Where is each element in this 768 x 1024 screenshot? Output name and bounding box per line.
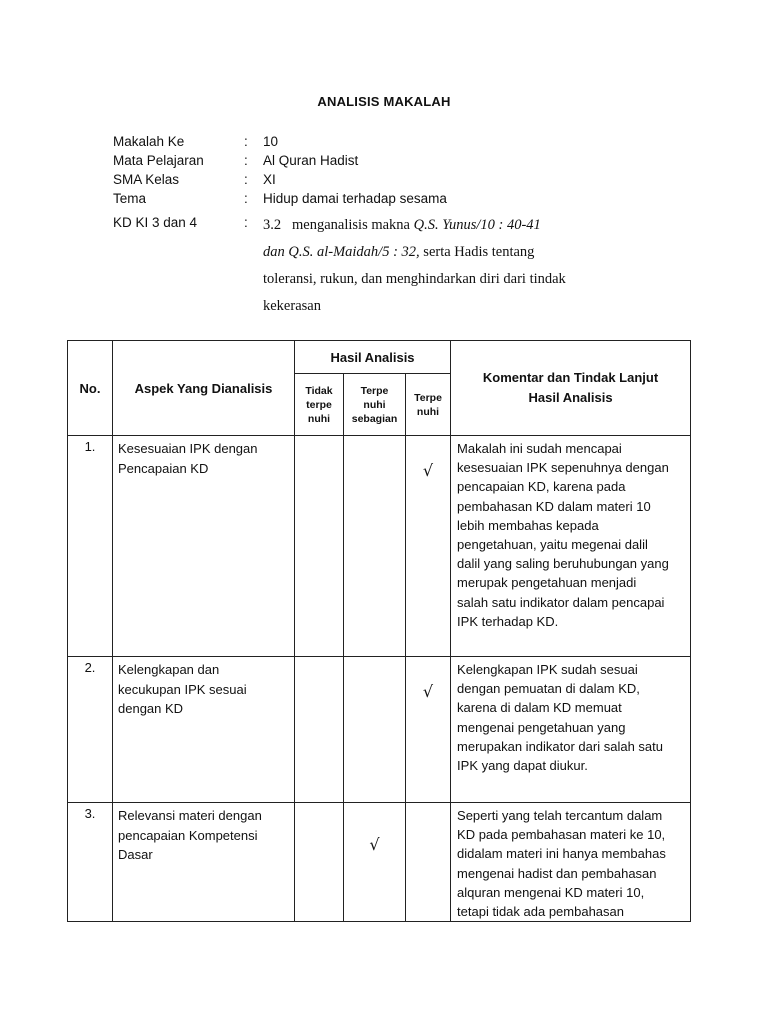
komentar-line: IPK terhadap KD. — [457, 613, 559, 629]
document-title: ANALISIS MAKALAH — [317, 94, 451, 109]
komentar-line: pencapaian KD, karena pada — [457, 479, 626, 495]
aspek-line: Relevansi materi dengan — [118, 808, 262, 823]
header-aspek: Aspek Yang Dianalisis — [113, 341, 295, 436]
kd-text-a: menganalisis makna — [292, 217, 410, 233]
komentar-line: tetapi tidak ada pembahasan — [457, 904, 624, 920]
meta-row-mapel — [113, 151, 713, 170]
cell-tidak-terpenuhi — [295, 657, 344, 803]
aspek-line: Kelengkapan dan — [118, 662, 220, 677]
kd-number: 3.2 — [263, 217, 282, 233]
meta-label: Tema — [113, 191, 147, 206]
kd-ref-maidah: dan Q.S. al-Maidah/5 : 32, — [263, 244, 420, 260]
header-line: Terpe — [360, 384, 389, 397]
row-number: 3. — [68, 803, 113, 922]
row-aspek — [113, 436, 295, 657]
header-terpenuhi-sebagian — [344, 374, 406, 436]
header-no: No. — [68, 341, 113, 436]
komentar-line: lebih membahas kepada — [457, 517, 599, 533]
check-mark-icon: √ — [422, 461, 434, 480]
meta-block — [113, 132, 713, 208]
kd-line-2 — [263, 239, 608, 266]
row-number: 1. — [68, 436, 113, 657]
komentar-line: Kelengkapan IPK sudah sesuai — [457, 662, 638, 677]
komentar-line: Makalah ini sudah mencapai — [457, 441, 622, 456]
table-row — [68, 436, 691, 657]
cell-terpenuhi-sebagian — [344, 436, 406, 657]
meta-label: Mata Pelajaran — [113, 153, 204, 168]
table-row — [68, 657, 691, 803]
cell-terpenuhi-sebagian — [344, 657, 406, 803]
header-line: sebagian — [351, 412, 398, 425]
komentar-line: mengenai pengetahuan yang — [457, 719, 626, 735]
kd-label: KD KI 3 dan 4 — [113, 215, 198, 230]
kd-text-b: serta Hadis tentang — [423, 244, 535, 260]
analysis-table — [67, 340, 691, 922]
komentar-line: dengan pemuatan di dalam KD, — [457, 681, 640, 697]
cell-terpenuhi-sebagian — [344, 803, 406, 922]
komentar-line: IPK yang dapat diukur. — [457, 758, 588, 774]
meta-value: 10 — [263, 134, 279, 149]
cell-terpenuhi — [406, 657, 451, 803]
komentar-line: merupakan indikator dari salah satu — [457, 738, 663, 754]
komentar-line: Seperti yang telah tercantum dalam — [457, 808, 663, 823]
header-terpenuhi — [406, 374, 451, 436]
aspek-line: kecukupan IPK sesuai — [118, 681, 247, 697]
kd-ref-yunus: Q.S. Yunus/10 : 40-41 — [413, 217, 541, 233]
meta-row-makalah — [113, 132, 713, 151]
komentar-line: karena di dalam KD memuat — [457, 700, 622, 716]
meta-row-kelas — [113, 170, 713, 189]
komentar-line: merupak pengetahuan menjadi — [457, 575, 637, 591]
header-hasil: Hasil Analisis — [295, 341, 451, 374]
komentar-line: pembahasan KD dalam materi 10 — [457, 498, 651, 514]
aspek-line: Dasar — [118, 847, 153, 862]
meta-colon: : — [244, 134, 248, 149]
meta-label: SMA Kelas — [113, 172, 180, 187]
check-mark-icon: √ — [369, 835, 380, 854]
meta-row-tema — [113, 189, 713, 208]
cell-terpenuhi — [406, 436, 451, 657]
header-line: nuhi — [363, 398, 386, 411]
komentar-line: KD pada pembahasan materi ke 10, — [457, 827, 666, 843]
row-komentar — [451, 436, 691, 657]
aspek-line: Kesesuaian IPK dengan — [118, 441, 258, 456]
komentar-line: kesesuaian IPK sepenuhnya dengan — [457, 460, 669, 476]
header-line: nuhi — [307, 412, 331, 425]
komentar-line: alquran mengenai KD materi 10, — [457, 884, 645, 900]
aspek-line: dengan KD — [118, 701, 184, 716]
header-line: terpe — [306, 398, 332, 411]
kd-colon: : — [244, 215, 248, 230]
komentar-line: mengenai hadist dan pembahasan — [457, 865, 657, 881]
header-komentar-line: Komentar dan Tindak Lanjut — [482, 370, 659, 385]
header-tidak-terpenuhi — [295, 374, 344, 436]
aspek-line: pencapaian Kompetensi — [118, 827, 258, 843]
header-line: Tidak — [305, 384, 333, 397]
cell-tidak-terpenuhi — [295, 436, 344, 657]
meta-colon: : — [244, 172, 248, 187]
kd-line-4: kekerasan — [263, 298, 321, 314]
meta-value: Al Quran Hadist — [263, 153, 359, 168]
aspek-line: Pencapaian KD — [118, 460, 209, 476]
cell-tidak-terpenuhi — [295, 803, 344, 922]
table-row — [68, 803, 691, 922]
meta-colon: : — [244, 191, 248, 206]
header-row-1 — [68, 341, 691, 374]
header-line: Terpe — [414, 391, 442, 404]
kd-line-1 — [263, 212, 608, 239]
meta-value: Hidup damai terhadap sesama — [263, 191, 447, 206]
meta-value: XI — [263, 172, 276, 187]
header-komentar — [451, 341, 691, 436]
meta-colon: : — [244, 153, 248, 168]
komentar-line: pengetahuan, yaitu megenai dalil — [457, 537, 648, 553]
row-komentar — [451, 803, 691, 922]
header-line: nuhi — [416, 405, 440, 418]
check-mark-icon: √ — [422, 682, 434, 701]
komentar-line: didalam materi ini hanya membahas — [457, 846, 666, 862]
meta-label: Makalah Ke — [113, 134, 185, 149]
kd-line-3: toleransi, rukun, dan menghindarkan diri dari tindak — [263, 271, 566, 287]
row-komentar — [451, 657, 691, 803]
row-number: 2. — [68, 657, 113, 803]
row-aspek — [113, 657, 295, 803]
komentar-line: salah satu indikator dalam pencapai — [457, 594, 665, 610]
kd-text — [263, 212, 608, 320]
header-komentar-line: Hasil Analisis — [528, 390, 613, 405]
cell-terpenuhi — [406, 803, 451, 922]
komentar-line: dalil yang saling beruhubungan yang — [457, 556, 669, 572]
row-aspek — [113, 803, 295, 922]
